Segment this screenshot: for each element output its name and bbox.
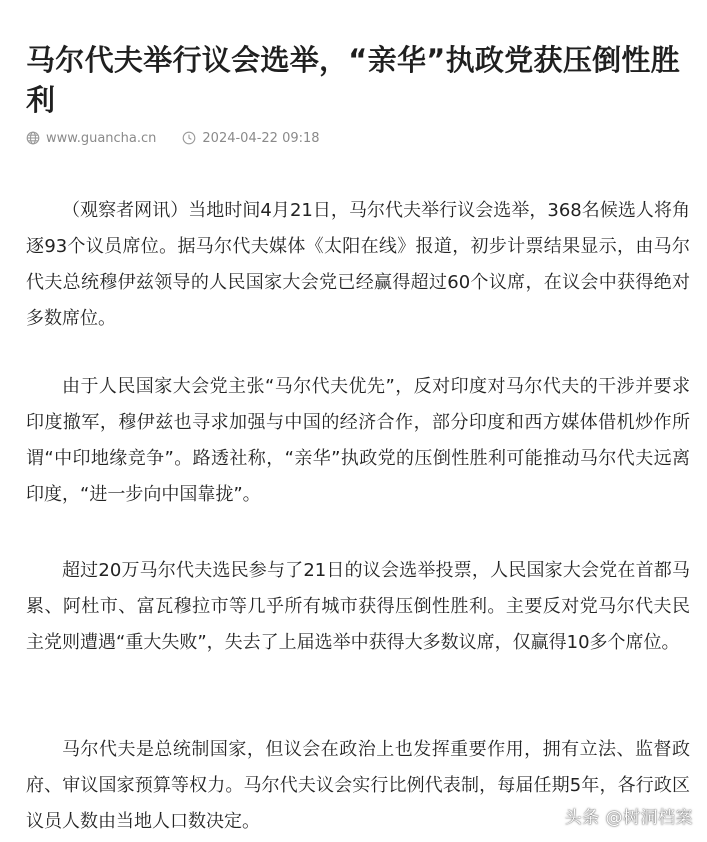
watermark: 头条 @树洞档案	[564, 808, 693, 828]
datetime-text: 2024-04-22 09:18	[202, 130, 320, 146]
article-title: 马尔代夫举行议会选举，“亲华”执政党获压倒性胜利	[26, 43, 681, 117]
publish-time	[182, 131, 319, 146]
clock-icon	[182, 131, 196, 145]
source-text: www.guancha.cn	[46, 130, 157, 146]
source-link[interactable]	[26, 131, 156, 146]
paragraph-3: 超过20万马尔代夫选民参与了21日的议会选举投票，人民国家大会党在首都马累、阿杜市、富瓦穆拉市等几乎所有城市获得压倒性胜利。主要反对党马尔代夫民主党则遭遇“重大失败”，失去了上届选举中获得大多数议席，仅赢得10多个席位。	[26, 560, 690, 653]
article-meta	[26, 128, 320, 148]
paragraph-4: 马尔代夫是总统制国家，但议会在政治上也发挥重要作用，拥有立法、监督政府、审议国家预算等权力。马尔代夫议会实行比例代表制，每届任期5年，各行政区议员人数由当地人口数决定。	[26, 739, 690, 832]
paragraph-2: 由于人民国家大会党主张“马尔代夫优先”，反对印度对马尔代夫的干涉并要求印度撤军，穆伊兹也寻求加强与中国的经济合作，部分印度和西方媒体借机炒作所谓“中印地缘竞争”。路透社称，“亲华”执政党的压倒性胜利可能推动马尔代夫远离印度，“进一步向中国靠拢”。	[26, 376, 690, 505]
globe-icon	[26, 131, 40, 145]
paragraph-1: （观察者网讯）当地时间4月21日，马尔代夫举行议会选举，368名候选人将角逐93个议员席位。据马尔代夫媒体《太阳在线》报道，初步计票结果显示，由马尔代夫总统穆伊兹领导的人民国家大会党已经赢得超过60个议席，在议会中获得绝对多数席位。	[26, 200, 690, 329]
